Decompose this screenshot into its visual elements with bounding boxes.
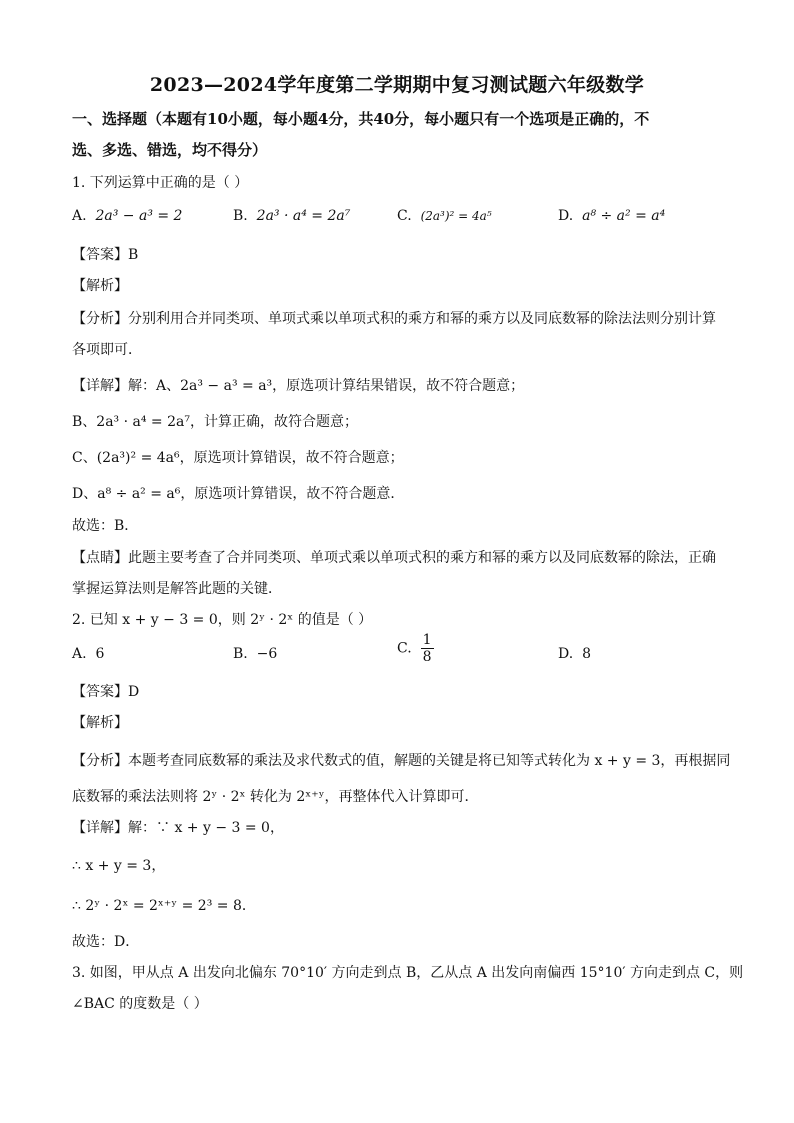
q3-stem-line1: 3. 如图，甲从点 A 出发向北偏东 70°10′ 方向走到点 B，乙从点 A 出发向南偏西 15°10′ 方向走到点 C，则 xyxy=(72,965,744,981)
q2-stem: 2. 已知 x + y − 3 = 0，则 2ʸ · 2ˣ 的值是（ ） xyxy=(72,612,373,628)
q1-fenxi-line1: 【分析】分别利用合并同类项、单项式乘以单项式积的乘方和幂的乘方以及同底数幂的除法法则分别计算 xyxy=(72,311,716,327)
option-expr: 2a³ − a³ = 2 xyxy=(95,208,183,224)
page-title: 2023—2024学年度第二学期期中复习测试题六年级数学 xyxy=(149,74,645,96)
option-expr: 2a³ · a⁴ = 2a⁷ xyxy=(256,208,351,224)
q1-detail-line: D、a⁸ ÷ a² = a⁶，原选项计算错误，故不符合题意． xyxy=(72,486,405,502)
fraction-denominator: 8 xyxy=(422,649,432,665)
section-heading-line2: 选、多选、错选，均不得分） xyxy=(72,141,268,159)
q2-answer: 【答案】D xyxy=(72,684,140,700)
q1-fenxi-line2: 各项即可． xyxy=(72,342,142,358)
option-expr: (2a³)² = 4a⁵ xyxy=(420,209,492,223)
q1-detail-line: B、2a³ · a⁴ = 2a⁷，计算正确，故符合题意； xyxy=(72,414,358,430)
q1-option-b xyxy=(233,208,350,224)
q1-detail-line: C、(2a³)² = 4a⁶，原选项计算错误，故不符合题意； xyxy=(72,450,404,466)
option-letter: A. xyxy=(72,646,87,662)
q2-fenxi-line2: 底数幂的乘法法则将 2ʸ · 2ˣ 转化为 2ˣ⁺ʸ，再整体代入计算即可． xyxy=(72,789,479,805)
option-letter: D. xyxy=(558,646,574,662)
q2-detail-line: ∴ 2ʸ · 2ˣ = 2ˣ⁺ʸ = 2³ = 8． xyxy=(72,898,256,914)
q2-detail-line: ∴ x + y = 3， xyxy=(72,858,166,874)
q2-fenxi-line1: 【分析】本题考查同底数幂的乘法及求代数式的值，解题的关键是将已知等式转化为 x + y = 3，再根据同 xyxy=(72,753,731,769)
q1-analysis-label: 【解析】 xyxy=(72,278,128,294)
q2-option-c xyxy=(397,632,434,665)
option-letter: A. xyxy=(72,208,87,224)
q2-detail-line: 【详解】解：∵ x + y − 3 = 0， xyxy=(72,820,284,836)
q2-analysis-label: 【解析】 xyxy=(72,715,128,731)
q1-option-c xyxy=(397,208,492,224)
q2-option-b xyxy=(233,646,277,662)
option-expr: −6 xyxy=(256,646,278,662)
q3-stem-line2: ∠BAC 的度数是（ ） xyxy=(72,996,208,1012)
option-letter: B. xyxy=(233,646,248,662)
option-letter: B. xyxy=(233,208,248,224)
option-expr: 6 xyxy=(95,646,105,662)
section-heading-line1: 一、选择题（本题有10小题，每小题4分，共40分，每小题只有一个选项是正确的，不 xyxy=(72,110,650,128)
fraction xyxy=(421,632,434,665)
q2-choice: 故选：D． xyxy=(72,934,140,950)
fraction-numerator: 1 xyxy=(422,632,432,648)
q1-choice: 故选：B． xyxy=(72,518,139,534)
option-expr: a⁸ ÷ a² = a⁴ xyxy=(582,208,666,224)
q2-option-d xyxy=(558,646,591,662)
option-letter: D. xyxy=(558,208,574,224)
q1-option-d xyxy=(558,208,665,224)
q1-answer: 【答案】B xyxy=(72,247,139,263)
option-letter: C. xyxy=(397,208,412,224)
q1-option-a xyxy=(72,208,182,224)
q2-option-a xyxy=(72,646,104,662)
option-expr: 8 xyxy=(582,646,592,662)
q1-stem: 1. 下列运算中正确的是（ ） xyxy=(72,175,249,191)
q1-detail-line: 【详解】解：A、2a³ − a³ = a³，原选项计算结果错误，故不符合题意； xyxy=(72,378,525,394)
q1-dianjing-line1: 【点睛】此题主要考查了合并同类项、单项式乘以单项式积的乘方和幂的乘方以及同底数幂的除法，正确 xyxy=(72,550,716,566)
option-letter: C. xyxy=(397,640,412,657)
q1-dianjing-line2: 掌握运算法则是解答此题的关键． xyxy=(72,581,282,597)
